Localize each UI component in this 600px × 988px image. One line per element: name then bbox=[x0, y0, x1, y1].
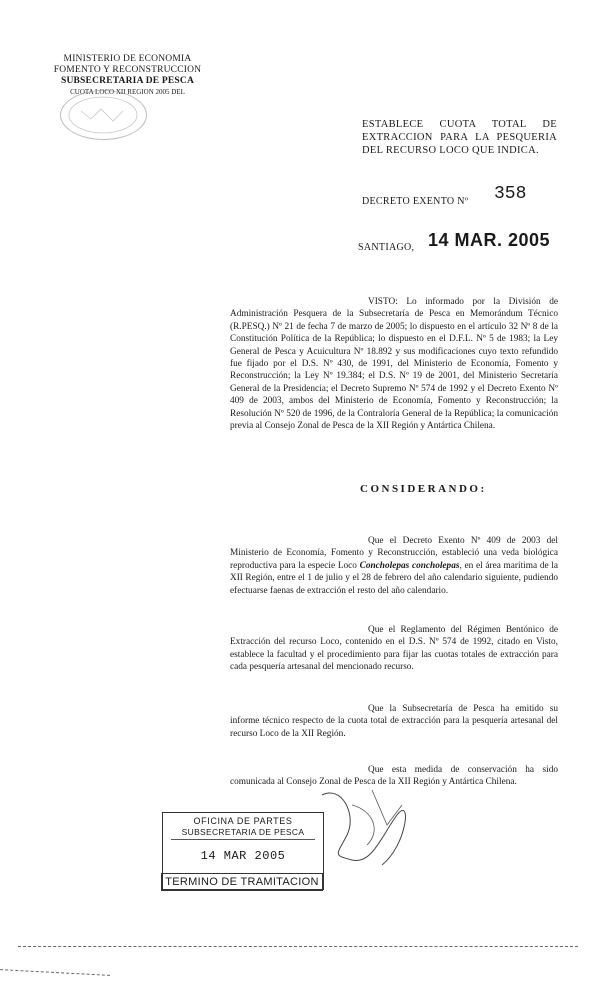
document-reference: CUOTA LOCO XII REGION 2005 DEL bbox=[70, 88, 185, 96]
considerando-paragraph-1 bbox=[230, 535, 558, 597]
stamp-date: 14 MAR 2005 bbox=[200, 849, 286, 863]
ministry-department: FOMENTO Y RECONSTRUCCION bbox=[53, 65, 202, 75]
visto-paragraph: VISTO: Lo informado por la División de Administración Pesquera de la Subsecretaría de Pesca en Memorándum Técnico (R.PESQ.) Nº 21 de fecha 7 de marzo de 2005; lo dispuesto en el artículo 32 Nº 8 de la Constitución Política de la República; lo dispuesto en el D.F.L. Nº 5 de 1983; la Ley General de Pesca y Acuicultura Nº 18.892 y sus modificaciones cuyo texto refundido fue fijado por el D.S. Nº 430, de 1991, del Ministerio de Economía, Fomento y Reconstrucción; la Ley Nº 19.384; el D.S. Nº 19 de 2001, del Ministerio Secretaría General de la Presidencia; el Decreto Supremo Nº 574 de 1992 y el Decreto Exento Nº 409 de 2003, ambos del Ministerio de Economía, Fomento y Reconstrucción; la Resolución Nº 520 de 1996, de la Contraloría General de la República; la comunicación previa al Consejo Zonal de Pesca de la XII Región y Antártica Chilena. bbox=[230, 297, 558, 432]
decree-title: ESTABLECE CUOTA TOTAL DE EXTRACCION PARA LA PESQUERIA DEL RECURSO LOCO QUE INDICA. bbox=[362, 119, 557, 156]
paragraph-text: Que el Decreto Exento Nº 409 de 2003 del Ministerio de Economía, Fomento y Reconstrucción, estableció una veda biológica reproductiva para la especie Loco bbox=[230, 536, 558, 571]
decree-number: 358 bbox=[494, 184, 527, 204]
subsecretaria-name: SUBSECRETARIA DE PESCA bbox=[60, 76, 195, 86]
place-label: SANTIAGO, bbox=[358, 242, 415, 253]
species-name: Concholepas concholepas bbox=[359, 560, 460, 571]
office-stamp bbox=[162, 812, 324, 890]
stamp-status: TERMINO DE TRAMITACION bbox=[161, 873, 323, 891]
handwritten-signature-icon bbox=[312, 775, 422, 875]
considerando-paragraph-2: Que el Reglamento del Régimen Bentónico de Extracción del recurso Loco, contenido en el D.S. Nº 574 de 1992, citado en Visto, establece la facultad y el procedimiento para fijar las cuotas totales de extracción para cada pesquería artesanal del mencionado recurso. bbox=[230, 625, 558, 673]
official-seal-icon bbox=[60, 90, 147, 140]
considerando-paragraph-4: Que esta medida de conservación ha sido comunicada al Consejo Zonal de Pesca de la XII Región y Antártica Chilena. bbox=[230, 765, 558, 788]
stamp-divider bbox=[171, 839, 315, 840]
decree-label: DECRETO EXENTO Nº bbox=[362, 196, 469, 207]
scan-line-divider bbox=[18, 946, 578, 947]
considerando-heading: CONSIDERANDO: bbox=[360, 483, 487, 495]
scan-line-divider bbox=[0, 969, 110, 976]
stamp-subsecretaria: SUBSECRETARIA DE PESCA bbox=[181, 827, 305, 837]
paragraph-text: , en el área marítima de la XII Región, entre el 1 de julio y el 28 de febrero del año calendario siguiente, pudiendo efectuarse faenas de extracción el resto del año calendario. bbox=[230, 560, 559, 596]
considerando-paragraph-3: Que la Subsecretaría de Pesca ha emitido su informe técnico respecto de la cuota total de extracción para la pesquería artesanal del recurso Loco de la XII Región. bbox=[230, 704, 558, 739]
decree-date: 14 MAR. 2005 bbox=[428, 230, 551, 250]
ministry-name: MINISTERIO DE ECONOMIA bbox=[63, 54, 192, 64]
stamp-office: OFICINA DE PARTES bbox=[193, 816, 293, 826]
